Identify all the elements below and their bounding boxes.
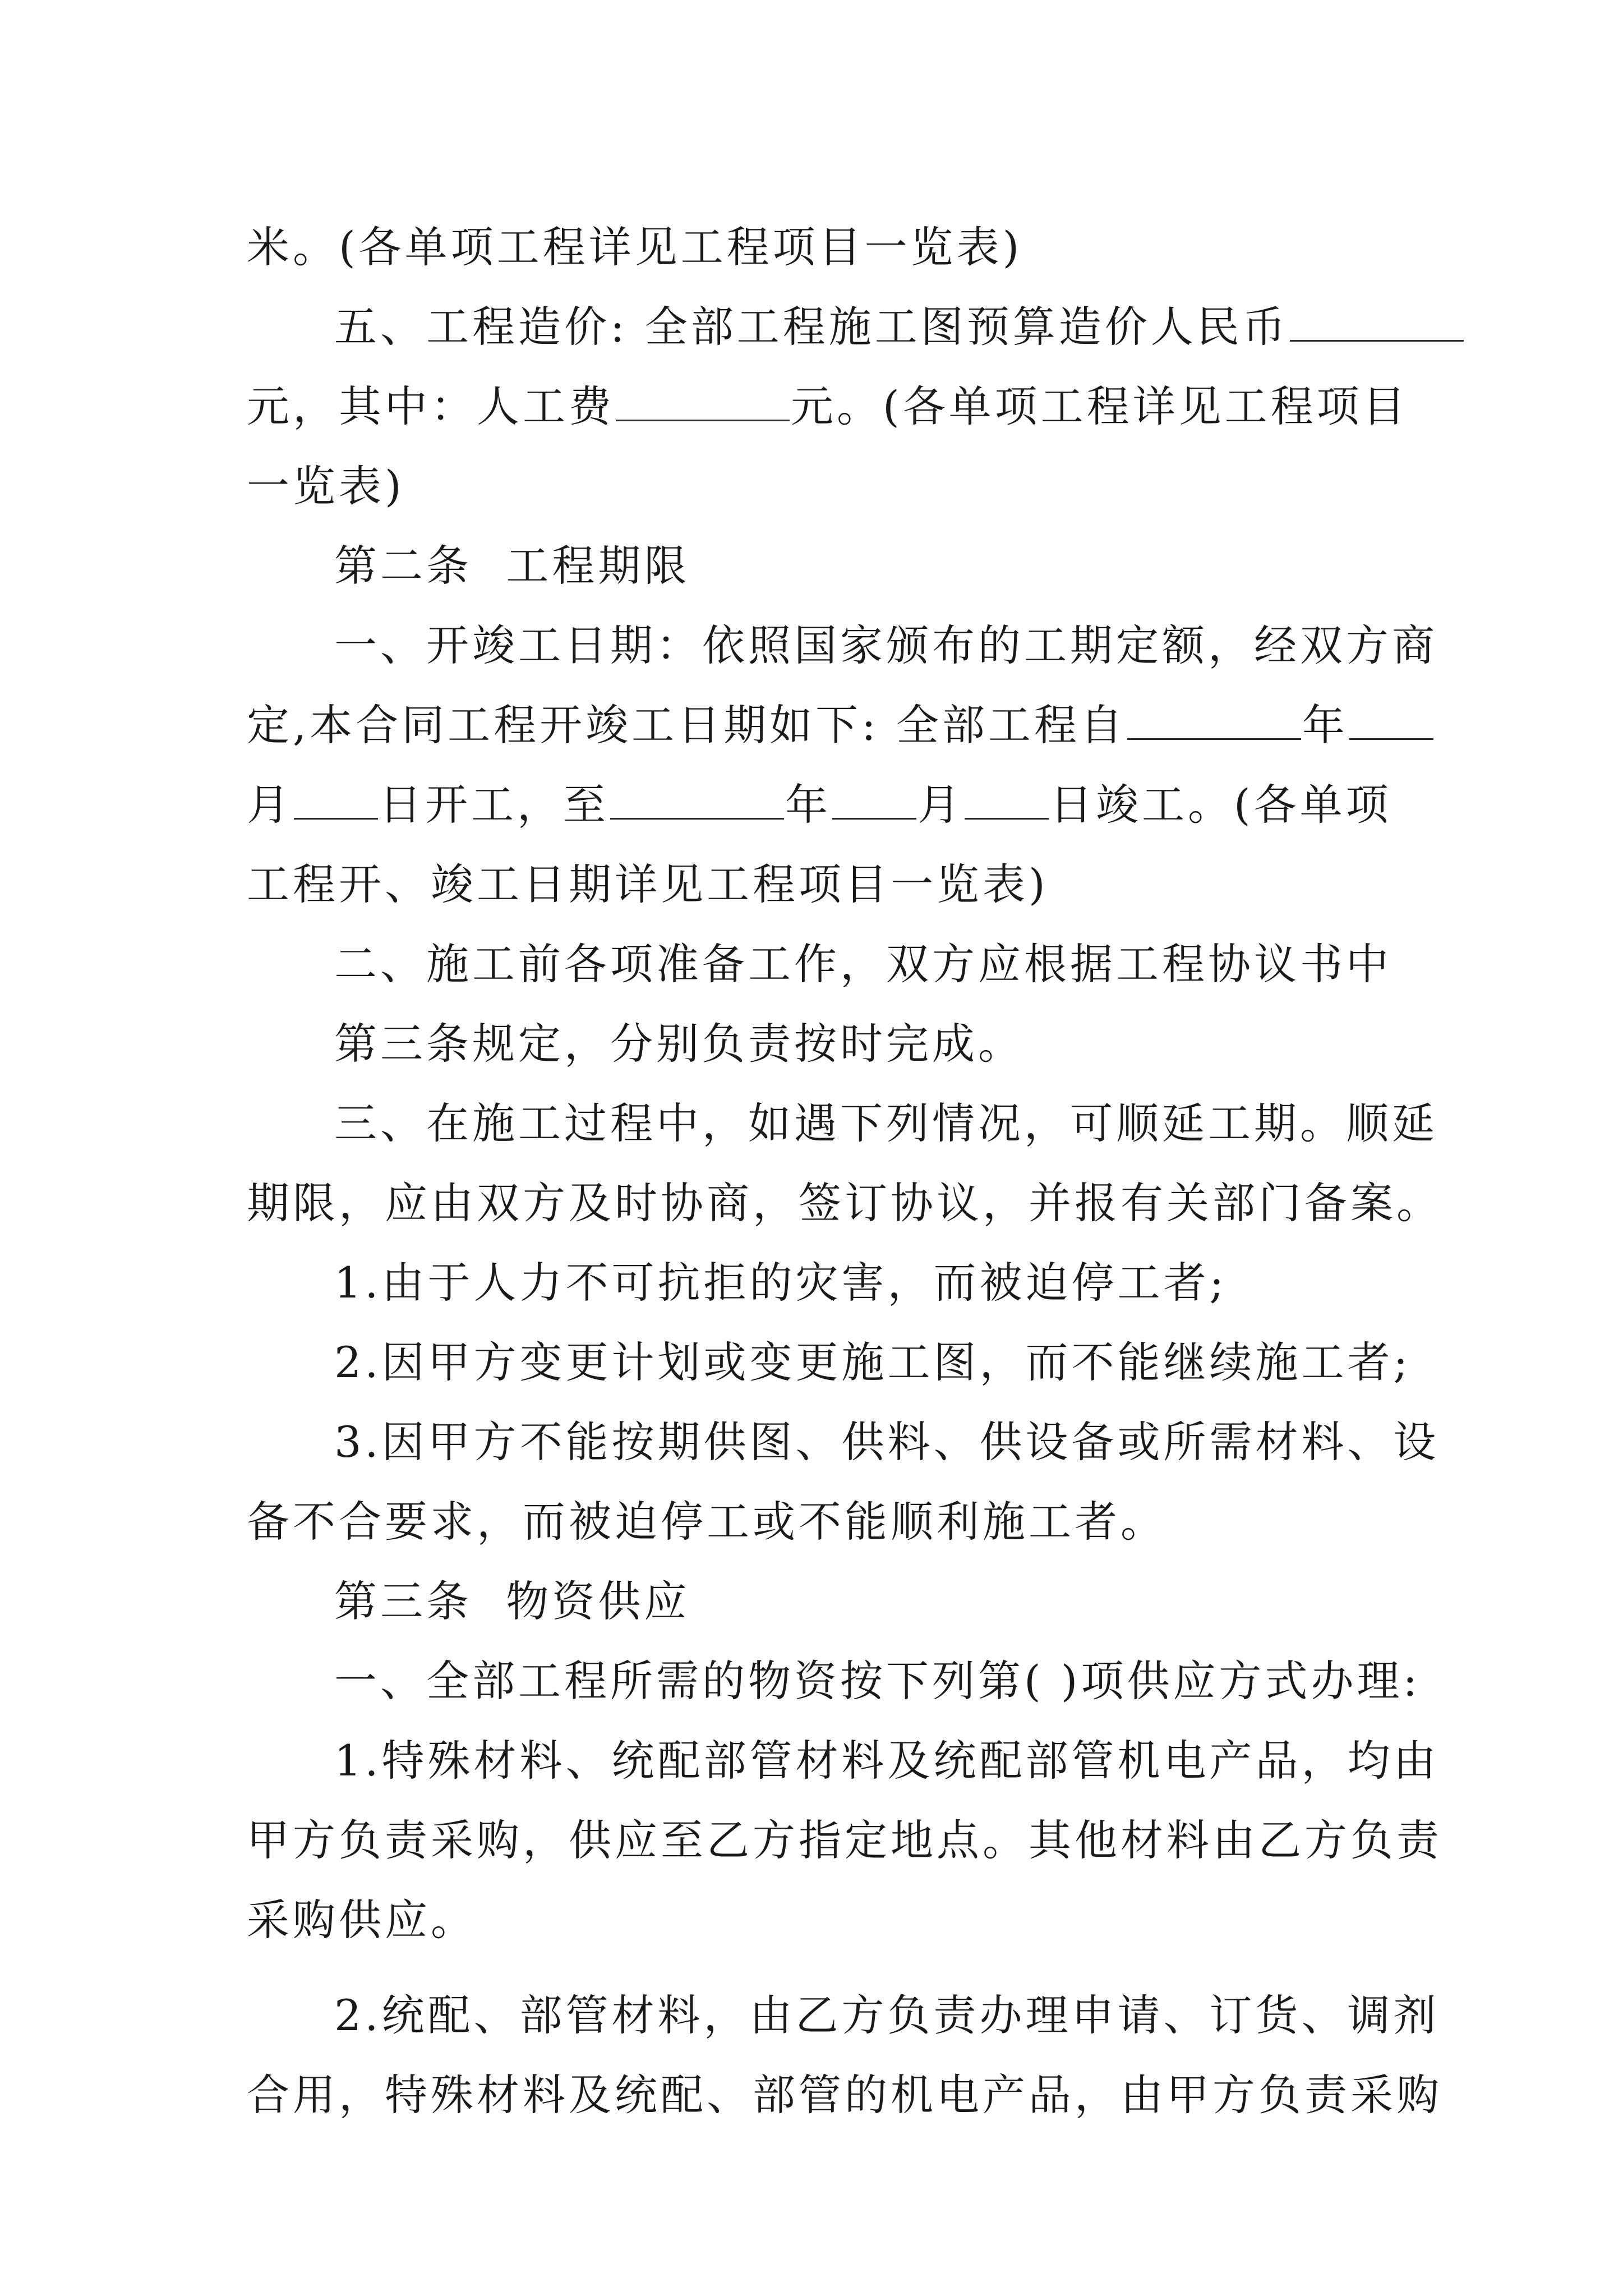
text-run: 合用，特殊材料及统配、部管的机电产品，由甲方负责采购 (247, 2070, 1442, 2120)
paragraph-line (247, 447, 1385, 526)
text-run: 定,本合同工程开竣工日期如下: 全部工程自 (247, 700, 1126, 750)
paragraph-line (247, 367, 1409, 447)
paragraph-line (247, 1004, 1385, 1084)
text-run: 备不合要求，而被迫停工或不能顺利施工者。 (247, 1497, 1166, 1547)
text-run: 采购供应。 (247, 1895, 477, 1945)
fill-in-blank (1127, 703, 1301, 740)
text-run: 日开工，至 (379, 780, 609, 830)
text-run: 3.因甲方不能按期供图、供料、供设备或所需材料、设 (334, 1417, 1440, 1467)
text-run: 米。(各单项工程详见工程项目一览表) (247, 222, 1023, 272)
text-run: 2.因甲方变更计划或变更施工图，而不能继续施工者; (334, 1337, 1412, 1387)
paragraph-line (247, 1163, 1442, 1243)
text-run: 一、全部工程所需的物资按下列第( )项供应方式办理: (334, 1656, 1421, 1706)
section-heading (247, 1562, 1385, 1641)
fill-in-blank (294, 783, 378, 820)
paragraph-line (247, 845, 1385, 924)
text-run: 月 (247, 780, 293, 830)
paragraph-spacer (247, 1960, 1385, 1976)
fill-in-blank (610, 783, 784, 820)
text-run: 元。(各单项工程详见工程项目 (791, 381, 1409, 431)
list-item (247, 1721, 1440, 1801)
text-run: 2.统配、部管材料，由乙方负责办理申请、订货、调剂 (334, 1990, 1440, 2040)
text-run: 第三条规定，分别负责按时完成。 (334, 1019, 1024, 1069)
text-run: 甲方负责采购，供应至乙方指定地点。其他材料由乙方负责 (247, 1815, 1442, 1865)
list-item (247, 1243, 1385, 1323)
list-item (247, 1402, 1440, 1482)
section-heading (247, 526, 1385, 606)
paragraph-line (247, 1084, 1438, 1163)
text-run: 五、工程造价: 全部工程施工图预算造价人民币 (334, 302, 1289, 352)
text-run: 一、开竣工日期：依照国家颁布的工期定额，经双方商 (334, 620, 1438, 670)
text-run: 第三条 物资供应 (334, 1576, 690, 1626)
text-run: 月 (917, 780, 963, 830)
text-run: 元，其中：人工费 (247, 381, 615, 431)
paragraph-line (247, 1482, 1385, 1562)
text-run: 年 (785, 780, 831, 830)
text-run: 二、施工前各项准备工作，双方应根据工程协议书中 (334, 939, 1392, 989)
list-item (247, 1976, 1440, 2055)
fill-in-blank (616, 385, 790, 421)
paragraph-line (247, 685, 1385, 765)
text-run: 一览表) (247, 461, 405, 511)
document-body (247, 208, 1442, 2135)
text-run: 工程开、竣工日期详见工程项目一览表) (247, 859, 1049, 909)
text-run: 年 (1302, 700, 1348, 750)
fill-in-blank (832, 783, 916, 820)
paragraph-line (247, 1880, 1385, 1960)
paragraph-line (247, 208, 1385, 287)
text-run: 1.特殊材料、统配部管材料及统配部管机电产品，均由 (334, 1736, 1440, 1786)
text-run: 1.由于人力不可抗拒的灾害，而被迫停工者; (334, 1258, 1228, 1308)
fill-in-blank (1290, 305, 1464, 342)
paragraph-line (247, 924, 1392, 1004)
paragraph-line (247, 1641, 1421, 1721)
text-run: 日竣工。(各单项 (1050, 780, 1392, 830)
list-item (247, 1323, 1412, 1402)
fill-in-blank (1349, 703, 1433, 740)
text-run: 第二条 工程期限 (334, 541, 690, 591)
paragraph-line (247, 765, 1392, 845)
text-run: 期限，应由双方及时协商，签订协议，并报有关部门备案。 (247, 1178, 1442, 1228)
paragraph-line (247, 287, 1385, 367)
text-run: 三、在施工过程中，如遇下列情况，可顺延工期。顺延 (334, 1098, 1438, 1148)
fill-in-blank (965, 783, 1049, 820)
paragraph-line (247, 606, 1438, 685)
paragraph-line (247, 1801, 1442, 1880)
paragraph-line (247, 2055, 1442, 2135)
